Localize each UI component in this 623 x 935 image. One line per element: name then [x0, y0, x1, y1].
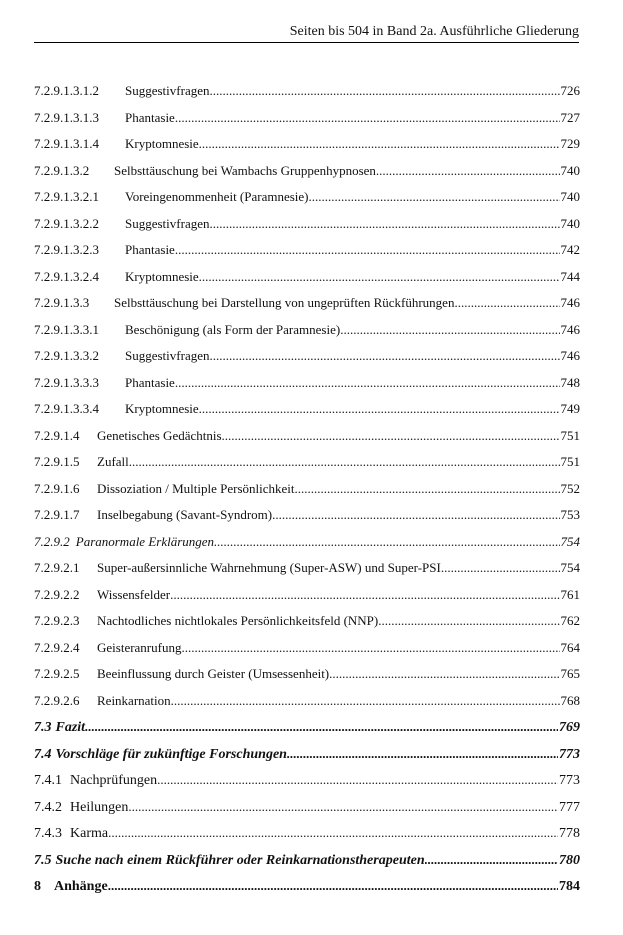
- toc-leader: [441, 555, 560, 582]
- toc-title: Nachtodliches nichtlokales Persönlichkeitsfeld (NNP): [97, 613, 379, 628]
- toc-number: 7.2.9.2.2: [34, 586, 80, 602]
- toc-leader: [199, 264, 560, 291]
- toc-entry-major[interactable]: [34, 847, 580, 874]
- toc-number: 7.2.9.2: [34, 533, 70, 549]
- toc-number: 7.2.9.1.3.2: [34, 162, 90, 178]
- toc-entry[interactable]: [34, 423, 580, 450]
- toc-page: 746: [560, 321, 580, 337]
- toc-number: 7.2.9.1.3.3.1: [34, 321, 99, 337]
- toc-title: Geisteranrufung: [97, 639, 182, 655]
- toc-number: 7.2.9.2.1: [34, 560, 80, 575]
- toc-entry[interactable]: [34, 264, 580, 291]
- toc-number: 7.4.2: [34, 799, 62, 815]
- toc-title: Vorschläge für zukünftige Forschungen: [55, 746, 287, 762]
- toc-title: Genetisches Gedächtnis: [97, 427, 222, 443]
- toc-leader: [209, 211, 559, 238]
- toc-leader: [425, 847, 558, 874]
- toc-title: Anhänge: [54, 879, 108, 894]
- toc-leader: [376, 158, 560, 185]
- toc-page: 773: [559, 746, 580, 762]
- toc-leader: [209, 343, 559, 370]
- toc-title: Kryptomnesie: [125, 401, 199, 416]
- toc-title: Kryptomnesie: [125, 268, 199, 284]
- toc-title: Suche nach einem Rückführer oder Reinkarnationstherapeuten: [55, 852, 425, 868]
- toc-entry[interactable]: [34, 343, 580, 370]
- toc-entry[interactable]: [34, 820, 580, 847]
- toc-page: 753: [560, 507, 580, 522]
- toc-entry[interactable]: [34, 449, 580, 476]
- toc-leader: [287, 741, 558, 768]
- toc-number: 7.4.3: [34, 826, 62, 841]
- toc-page: 784: [559, 879, 580, 894]
- toc-entry[interactable]: [34, 105, 580, 132]
- toc-page: 742: [560, 242, 580, 257]
- toc-number: 7.2.9.1.3.1.3: [34, 109, 99, 125]
- toc-leader: [454, 290, 559, 317]
- toc-page: 765: [560, 666, 580, 681]
- toc-entry[interactable]: [34, 370, 580, 397]
- toc-title: Reinkarnation: [97, 692, 171, 708]
- toc-title: Selbsttäuschung bei Wambachs Gruppenhypnosen: [114, 162, 376, 178]
- toc-number: 7.4: [34, 746, 52, 762]
- toc-entry[interactable]: [34, 502, 580, 529]
- toc-number: 7.2.9.2.4: [34, 639, 80, 655]
- toc-entry[interactable]: [34, 211, 580, 238]
- toc-leader: [175, 237, 560, 264]
- toc-number: 7.2.9.1.3.3: [34, 295, 90, 310]
- toc-leader: [129, 449, 560, 476]
- toc-number: 7.2.9.1.3.1.2: [34, 83, 99, 98]
- toc-page: 768: [560, 692, 580, 708]
- running-header: Seiten bis 504 in Band 2a. Ausführliche Gliederung: [34, 22, 579, 43]
- toc-entry[interactable]: [34, 396, 580, 423]
- toc-entry[interactable]: [34, 661, 580, 688]
- toc-page: 744: [560, 268, 580, 284]
- toc-leader: [199, 131, 560, 158]
- toc-title: Super-außersinnliche Wahrnehmung (Super-ASW) und Super-PSI: [97, 560, 441, 575]
- toc-page: 740: [560, 189, 580, 204]
- toc-entry[interactable]: [34, 635, 580, 662]
- toc-page: 749: [560, 401, 580, 416]
- toc-entry-major[interactable]: [34, 741, 580, 768]
- toc-title: Phantasie: [125, 242, 175, 257]
- toc-leader: [199, 396, 560, 423]
- toc-entry-section[interactable]: [34, 529, 580, 556]
- toc-entry[interactable]: [34, 688, 580, 715]
- toc-number: 7.3: [34, 720, 52, 735]
- toc-number: 7.2.9.1.5: [34, 454, 80, 469]
- toc-leader: [340, 317, 559, 344]
- toc-leader: [378, 608, 559, 635]
- toc-title: Nachprüfungen: [70, 773, 158, 788]
- toc-number: 7.4.1: [34, 773, 62, 788]
- toc-entry[interactable]: [34, 608, 580, 635]
- toc-page: 746: [560, 295, 580, 310]
- toc-number: 7.2.9.2.3: [34, 613, 80, 628]
- toc-entry[interactable]: [34, 184, 580, 211]
- toc-leader: [309, 184, 560, 211]
- toc-title: Kryptomnesie: [125, 136, 199, 151]
- toc-number: 7.2.9.1.3.3.3: [34, 374, 99, 390]
- toc-leader: [170, 582, 559, 609]
- toc-number: 7.2.9.1.3.3.4: [34, 401, 99, 416]
- toc-page: 754: [560, 533, 580, 549]
- toc-title: Selbsttäuschung bei Darstellung von ungeprüften Rückführungen: [114, 295, 455, 310]
- toc-number: 7.2.9.1.3.2.3: [34, 242, 99, 257]
- toc-title: Heilungen: [70, 799, 129, 815]
- toc-entry[interactable]: [34, 290, 580, 317]
- toc-number: 8: [34, 879, 41, 894]
- toc-page: 762: [560, 613, 580, 628]
- toc-entry[interactable]: [34, 78, 580, 105]
- toc-title: Suggestivfragen: [125, 215, 210, 231]
- toc-entry-major[interactable]: [34, 714, 580, 741]
- toc-page: 778: [559, 826, 580, 841]
- table-of-contents: [34, 78, 580, 900]
- toc-number: 7.2.9.2.5: [34, 666, 80, 681]
- toc-title: Beeinflussung durch Geister (Umsessenheit): [97, 666, 330, 681]
- toc-page: 751: [560, 427, 580, 443]
- toc-title: Phantasie: [125, 374, 175, 390]
- toc-title: Suggestivfragen: [125, 83, 210, 98]
- toc-number: 7.2.9.1.3.2.1: [34, 189, 99, 204]
- toc-leader: [272, 502, 559, 529]
- toc-entry[interactable]: [34, 767, 580, 794]
- toc-number: 7.2.9.1.3.1.4: [34, 136, 99, 151]
- toc-page: 773: [559, 773, 580, 788]
- toc-title: Fazit: [55, 720, 86, 735]
- toc-page: 746: [560, 348, 580, 363]
- toc-entry[interactable]: [34, 582, 580, 609]
- toc-leader: [157, 767, 558, 794]
- toc-leader: [222, 423, 560, 450]
- toc-leader: [108, 820, 558, 847]
- toc-page: 751: [560, 454, 580, 469]
- toc-number: 7.2.9.1.3.2.2: [34, 215, 99, 231]
- toc-leader: [85, 714, 558, 741]
- toc-title: Wissensfelder: [97, 586, 171, 602]
- toc-leader: [128, 794, 558, 821]
- toc-title: Suggestivfragen: [125, 348, 210, 363]
- toc-number: 7.2.9.2.6: [34, 692, 80, 708]
- toc-entry[interactable]: [34, 555, 580, 582]
- toc-page: 726: [560, 83, 580, 98]
- toc-leader: [329, 661, 559, 688]
- toc-page: 764: [560, 639, 580, 655]
- toc-entry[interactable]: [34, 131, 580, 158]
- toc-number: 7.2.9.1.3.2.4: [34, 268, 99, 284]
- toc-entry[interactable]: [34, 794, 580, 821]
- toc-page: 727: [560, 109, 580, 125]
- toc-entry[interactable]: [34, 476, 580, 503]
- toc-title: Voreingenommenheit (Paramnesie): [125, 189, 309, 204]
- toc-leader: [175, 370, 560, 397]
- toc-page: 729: [560, 136, 580, 151]
- toc-entry[interactable]: [34, 237, 580, 264]
- toc-entry[interactable]: [34, 158, 580, 185]
- toc-entry-chapter[interactable]: [34, 873, 580, 900]
- toc-page: 748: [560, 374, 580, 390]
- toc-leader: [171, 688, 560, 715]
- toc-page: 740: [560, 215, 580, 231]
- toc-leader: [175, 105, 560, 132]
- toc-title: Zufall: [97, 454, 129, 469]
- toc-leader: [108, 873, 558, 900]
- toc-page: 761: [560, 586, 580, 602]
- toc-page: 777: [559, 799, 580, 815]
- toc-title: Inselbegabung (Savant-Syndrom): [97, 507, 273, 522]
- toc-page: 740: [560, 162, 580, 178]
- toc-leader: [214, 529, 559, 556]
- toc-title: Dissoziation / Multiple Persönlichkeit: [97, 480, 295, 496]
- toc-title: Karma: [70, 826, 109, 841]
- toc-number: 7.2.9.1.3.3.2: [34, 348, 99, 363]
- toc-title: Phantasie: [125, 109, 175, 125]
- toc-page: 754: [560, 560, 580, 575]
- toc-page: 780: [559, 852, 580, 868]
- toc-page: 769: [559, 720, 580, 735]
- toc-leader: [295, 476, 560, 503]
- toc-leader: [209, 78, 559, 105]
- toc-entry[interactable]: [34, 317, 580, 344]
- toc-title: Paranormale Erklärungen: [75, 533, 215, 549]
- toc-page: 752: [560, 480, 580, 496]
- toc-number: 7.2.9.1.4: [34, 427, 80, 443]
- toc-number: 7.5: [34, 852, 52, 868]
- toc-number: 7.2.9.1.6: [34, 480, 80, 496]
- toc-number: 7.2.9.1.7: [34, 507, 80, 522]
- toc-title: Beschönigung (als Form der Paramnesie): [125, 321, 341, 337]
- toc-leader: [181, 635, 559, 662]
